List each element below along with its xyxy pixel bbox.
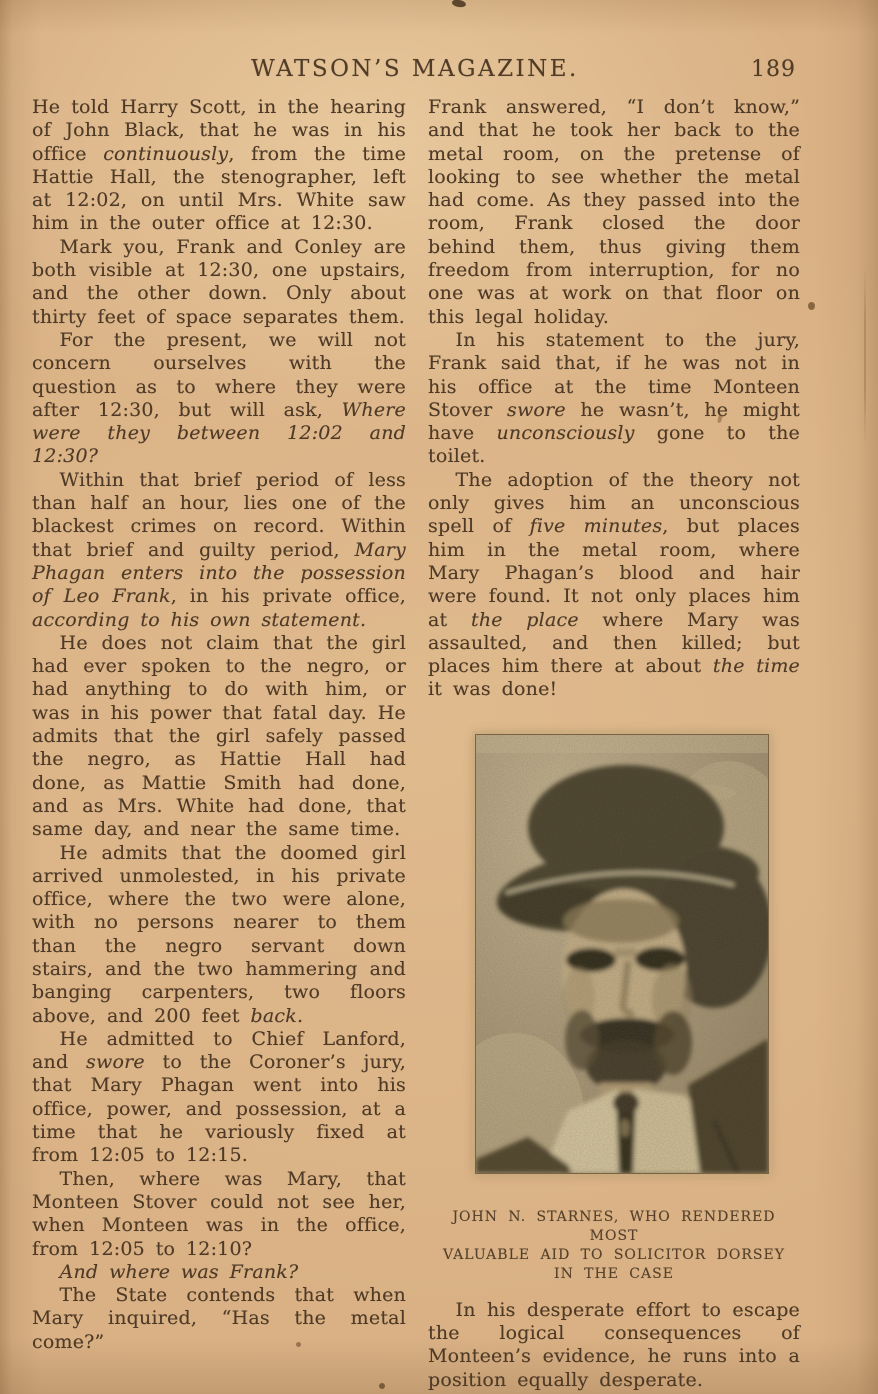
figure-block	[428, 734, 800, 1284]
left-text-column	[32, 96, 406, 1354]
paragraph: He admits that the doomed girl arrived unmolested, in his private office, where the two were alone, with no persons nearer to them than the negro servant down stairs, and the two hammering and banging carpenters, two floors above, and 200 feet back.	[32, 841, 406, 1027]
portrait-photo-illustration	[476, 735, 768, 1173]
paragraph: Within that brief period of less than half an hour, lies one of the blackest crimes on record. Within that brief and guilty period, Mary Phagan enters into the possession of Leo Frank, in his private office, according to his own statement.	[32, 468, 406, 631]
paper-crease	[864, 268, 866, 443]
paper-speck	[808, 302, 815, 310]
photo-caption-line: IN THE CASE	[554, 1265, 674, 1282]
paragraph: For the present, we will not concern ourselves with the question as to where they were after 12:30, but will ask, Where were they between 12:02 and 12:30?	[32, 328, 406, 468]
paragraph: The adoption of the theory not only gives him an unconscious spell of five minutes, but places him in the metal room, where Mary Phagan’s blood and hair were found. It not only places him at the place where Mary was assaulted, and then killed; but places him there at about the time it was done!	[428, 468, 801, 701]
paragraph: He told Harry Scott, in the hearing of John Black, that he was in his office continuously, from the time Hattie Hall, the stenographer, left at 12:02, on until Mrs. White saw him in the outer office at 12:30.	[32, 96, 407, 235]
page-header	[32, 56, 798, 90]
portrait-photo	[475, 734, 769, 1174]
right-column-top-text	[428, 96, 800, 702]
paragraph: Mark you, Frank and Conley are both visible at 12:30, one upstairs, and the other down. Only about thirty feet of space separates them.	[32, 235, 406, 328]
photo-caption-line: JOHN N. STARNES, WHO RENDERED MOST	[452, 1208, 776, 1244]
paper-speck	[452, 0, 467, 8]
paragraph: Frank answered, “I don’t know,” and that he took her back to the metal room, on the pretense of looking to see whether the metal had come. As they passed into the room, Frank closed the door behind them, thus giving them freedom from interruption, for no one was at work on that floor on this legal holiday.	[428, 96, 800, 328]
paper-speck	[379, 1383, 385, 1389]
photo-caption-line: VALUABLE AID TO SOLICITOR DORSEY	[443, 1246, 785, 1263]
paragraph: In his statement to the jury, Frank said that, if he was not in his office at the time Monteen Stover swore he wasn’t, he might have unconsciously gone to the toilet.	[428, 328, 801, 468]
right-column-bottom-text	[428, 1299, 800, 1392]
paragraph: The State contends that when Mary inquired, “Has the metal come?”	[32, 1284, 406, 1353]
magazine-title: WATSON’S MAGAZINE.	[251, 56, 579, 82]
paragraph: Then, where was Mary, that Monteen Stover could not see her, when Monteen was in the office, from 12:05 to 12:10?	[32, 1167, 406, 1260]
photo-caption	[428, 1208, 800, 1284]
paragraph: And where was Frank?	[59, 1260, 299, 1283]
page-number: 189	[751, 57, 796, 82]
paper-speck	[296, 1342, 301, 1347]
paragraph: In his desperate effort to escape the logical consequences of Monteen’s evidence, he runs into a position equally desperate.	[428, 1298, 800, 1391]
paragraph: He admitted to Chief Lanford, and swore to the Coroner’s jury, that Mary Phagan went into his office, power, and possession, at a time that he variously fixed at from 12:05 to 12:15.	[32, 1027, 406, 1167]
right-text-column	[428, 96, 800, 1392]
paragraph: He does not claim that the girl had ever spoken to the negro, or had anything to do with him, or was in his power that fatal day. He admits that the girl safely passed the negro, as Hattie Hall had done, as Mattie Smith had done, and as Mrs. White had done, that same day, and near the same time.	[32, 631, 406, 841]
